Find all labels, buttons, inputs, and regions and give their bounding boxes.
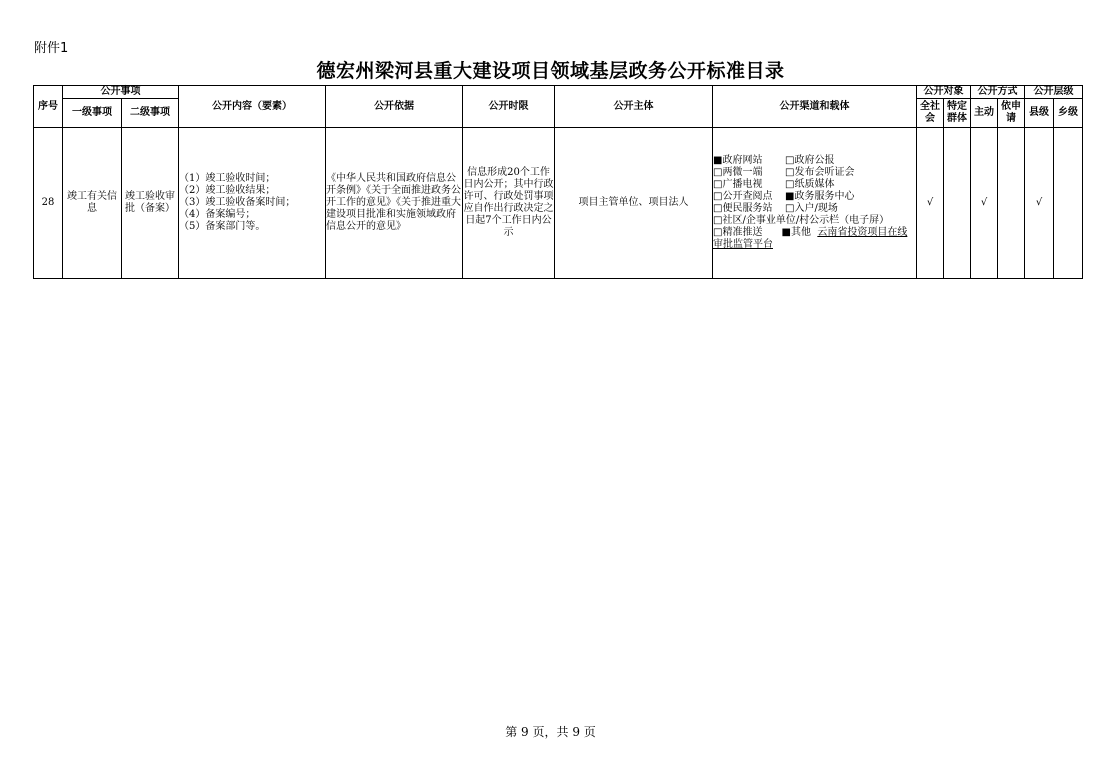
header-content: 公开内容（要素） — [179, 86, 326, 128]
channel-item: □社区/企事业单位/村公示栏（电子屏） — [713, 215, 890, 226]
cell-subject: 项目主管单位、项目法人 — [555, 128, 713, 279]
channel-other-label: ■其他 — [781, 227, 811, 238]
header-channels: 公开渠道和载体 — [713, 86, 917, 128]
page-footer: 第 9 页，共 9 页 — [505, 725, 596, 739]
header-level1: 一级事项 — [63, 99, 122, 128]
content-item: （5）备案部门等。 — [179, 221, 266, 232]
cell-level-county: √ — [1025, 128, 1054, 279]
header-basis: 公开依据 — [326, 86, 463, 128]
header-level-county: 县级 — [1025, 99, 1054, 128]
table-row — [34, 128, 1083, 279]
header-level-group: 公开层级 — [1025, 86, 1083, 99]
channel-item: □广播电视 — [713, 179, 763, 190]
header-target-all: 全社会 — [917, 99, 944, 128]
content-item: （1）竣工验收时间； — [179, 173, 276, 184]
channel-item: □政府公报 — [785, 155, 835, 166]
channel-item: □发布会听证会 — [785, 167, 855, 178]
channel-item: □入户/现场 — [785, 203, 838, 214]
header-time: 公开时限 — [463, 86, 555, 128]
channel-item: □便民服务站 — [713, 203, 773, 214]
header-level2: 二级事项 — [122, 99, 179, 128]
catalog-table — [33, 85, 1083, 279]
cell-method-request — [998, 128, 1025, 279]
cell-level1: 竣工有关信息 — [63, 128, 122, 279]
content-item: （3）竣工验收备案时间； — [179, 197, 296, 208]
channel-item: □精准推送 — [713, 227, 763, 238]
cell-target-all: √ — [917, 128, 944, 279]
cell-content — [179, 128, 326, 279]
cell-seq: 28 — [34, 128, 63, 279]
cell-time: 信息形成20个工作日内公开；其中行政许可、行政处罚事项应自作出行政决定之日起7个工作日内公示 — [463, 128, 555, 279]
channel-other-value: 云南省投资项目在线审批监管平台 — [713, 227, 908, 250]
header-method-request: 依申请 — [998, 99, 1025, 128]
header-matters-group: 公开事项 — [63, 86, 179, 99]
content-item: （2）竣工验收结果； — [179, 185, 276, 196]
cell-channels — [713, 128, 917, 279]
content-item: （4）备案编号； — [179, 209, 256, 220]
header-method-active: 主动 — [971, 99, 998, 128]
channel-item: ■政务服务中心 — [785, 191, 855, 202]
attachment-label: 附件1 — [34, 41, 69, 56]
header-target-specific: 特定群体 — [944, 99, 971, 128]
header-seq: 序号 — [34, 86, 63, 128]
channel-item: □两微一端 — [713, 167, 763, 178]
cell-method-active: √ — [971, 128, 998, 279]
cell-level2: 竣工验收审批（备案） — [122, 128, 179, 279]
cell-level-township — [1054, 128, 1083, 279]
channel-item: ■政府网站 — [713, 155, 763, 166]
cell-basis: 《中华人民共和国政府信息公开条例》《关于全面推进政务公开工作的意见》《关于推进重大建设项目批准和实施领域政府信息公开的意见》 — [326, 128, 463, 279]
header-subject: 公开主体 — [555, 86, 713, 128]
channel-item: □公开查阅点 — [713, 191, 773, 202]
cell-target-specific — [944, 128, 971, 279]
header-method-group: 公开方式 — [971, 86, 1025, 99]
channel-other-line — [713, 227, 916, 251]
header-target-group: 公开对象 — [917, 86, 971, 99]
page-title: 德宏州梁河县重大建设项目领域基层政务公开标准目录 — [316, 60, 785, 82]
header-level-township: 乡级 — [1054, 99, 1083, 128]
channel-item: □纸质媒体 — [785, 179, 835, 190]
